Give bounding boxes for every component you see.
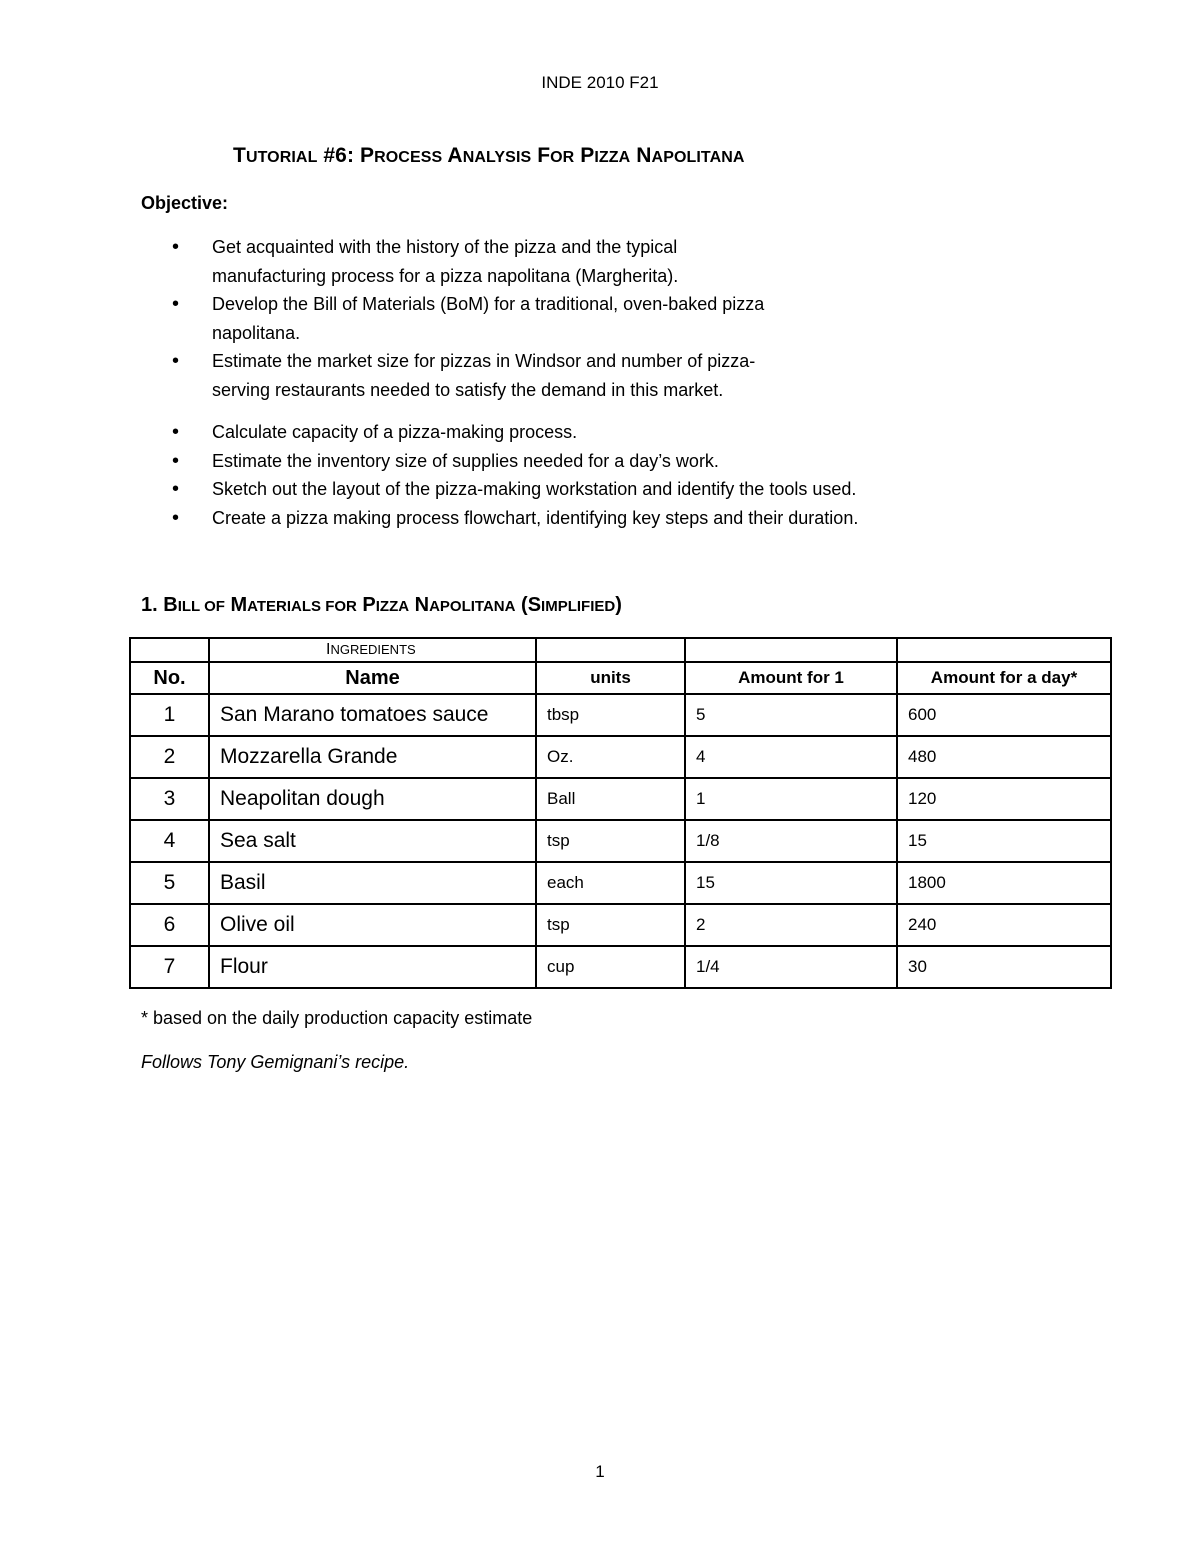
bill-of-materials-table <box>129 637 1112 989</box>
column-header-no: No. <box>130 662 209 694</box>
table-header-row <box>130 662 1111 694</box>
section-heading: 1. BILL OF MATERIALS FOR PIZZA NAPOLITANA (SIMPLIFIED) <box>141 594 622 616</box>
list-item: • Estimate the market size for pizzas in Windsor and number of pizza- serving restaurants needed to satisfy the demand in this market. <box>141 347 1041 404</box>
tutorial-title: TUTORIAL #6: PROCESS ANALYSIS FOR PIZZA NAPOLITANA <box>233 144 745 167</box>
table-footnote: * based on the daily production capacity estimate <box>141 1008 533 1028</box>
table-group-header-row <box>130 638 1111 662</box>
table-row: 2 Mozzarella Grande Oz. 4 480 <box>130 736 1111 778</box>
recipe-note: Follows Tony Gemignani’s recipe. <box>141 1052 410 1072</box>
column-header-amount-1: Amount for 1 <box>685 662 897 694</box>
objective-label: Objective: <box>141 193 229 213</box>
list-item: • Calculate capacity of a pizza-making process. <box>141 418 1041 447</box>
list-item: • Get acquainted with the history of the pizza and the typical manufacturing process for a pizza napolitana (Margherita). <box>141 233 1041 290</box>
list-item: • Sketch out the layout of the pizza-making workstation and identify the tools used. <box>141 475 1041 504</box>
list-item: • Estimate the inventory size of supplies needed for a day’s work. <box>141 447 1041 476</box>
table-row: 1 San Marano tomatoes sauce tbsp 5 600 <box>130 694 1111 736</box>
page-header: INDE 2010 F21 <box>541 73 659 92</box>
page-number: 1 <box>595 1462 605 1481</box>
column-header-units: units <box>536 662 685 694</box>
list-item: • Create a pizza making process flowchart, identifying key steps and their duration. <box>141 504 1041 533</box>
ingredients-group-header: INGREDIENTS <box>209 638 536 662</box>
objectives-list <box>141 233 1041 532</box>
list-item: • Develop the Bill of Materials (BoM) for a traditional, oven-baked pizza napolitana. <box>141 290 1041 347</box>
table-row: 6 Olive oil tsp 2 240 <box>130 904 1111 946</box>
table-row: 5 Basil each 15 1800 <box>130 862 1111 904</box>
column-header-amount-day: Amount for a day* <box>897 662 1111 694</box>
table-row: 4 Sea salt tsp 1/8 15 <box>130 820 1111 862</box>
column-header-name: Name <box>209 662 536 694</box>
table-row: 3 Neapolitan dough Ball 1 120 <box>130 778 1111 820</box>
table-row: 7 Flour cup 1/4 30 <box>130 946 1111 988</box>
